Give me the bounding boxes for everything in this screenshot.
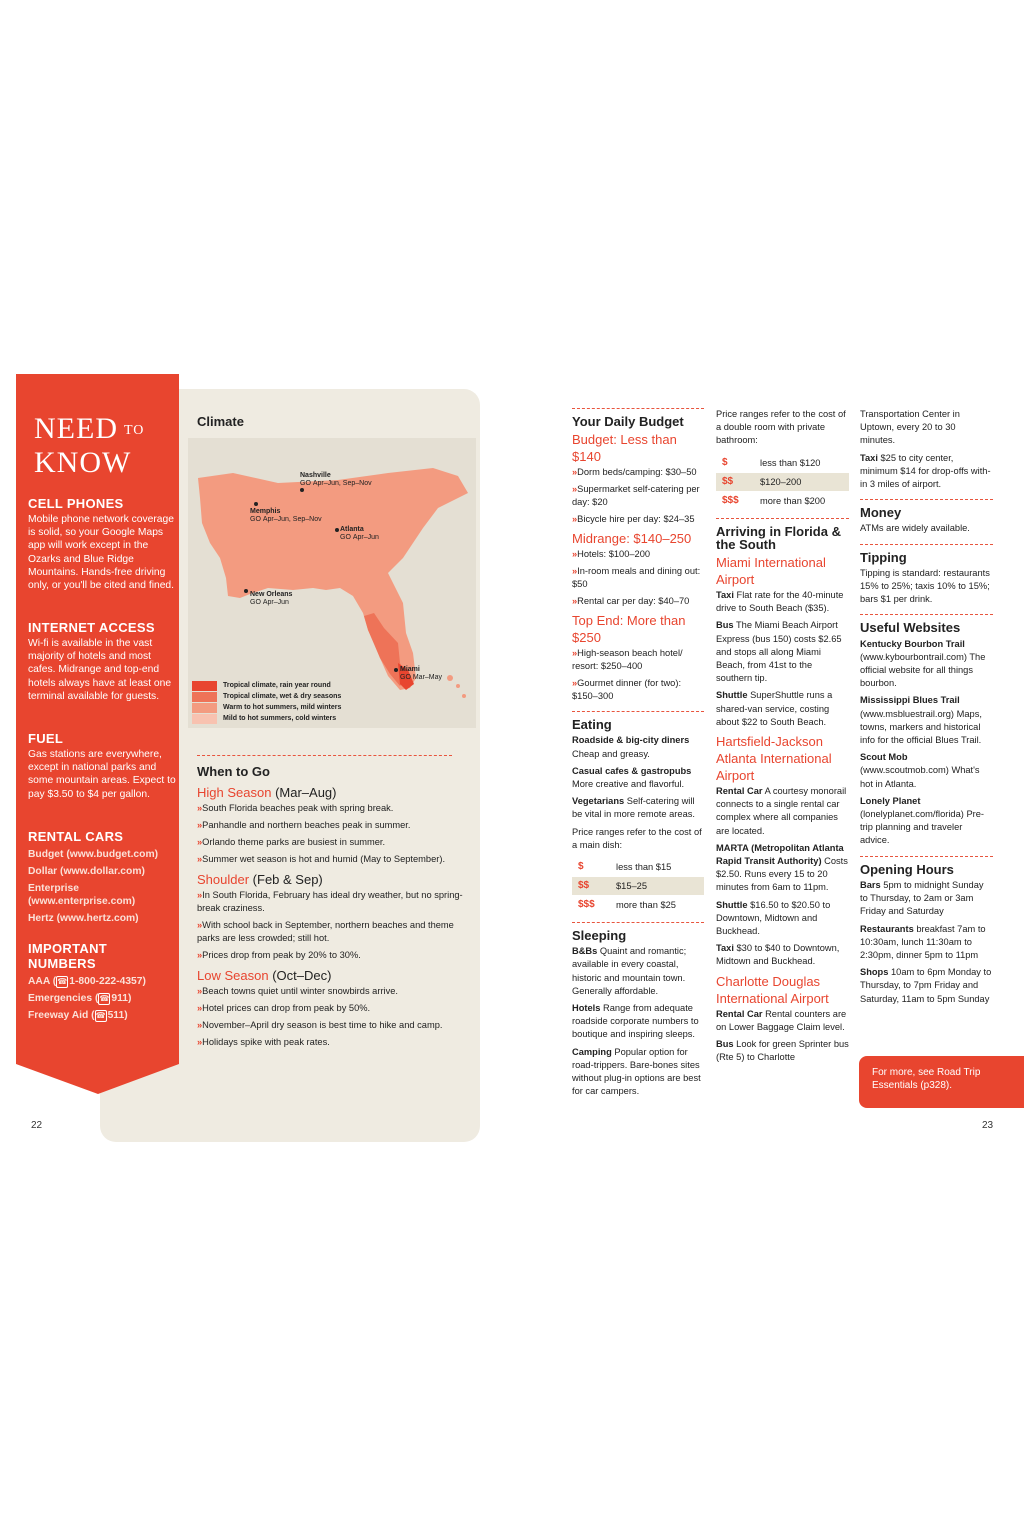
phone-icon: ☎	[99, 994, 110, 1003]
price-row: $$ $120–200	[716, 473, 849, 491]
need-to-know-title: NEED $^{TO}$ KNOW	[34, 412, 145, 479]
eating-heading: Eating	[572, 717, 612, 733]
rental-enterprise: Enterprise (www.enterprise.com)	[28, 883, 136, 907]
page-number-left: 22	[31, 1120, 43, 1131]
cell-phones-heading: CELL PHONES	[28, 496, 124, 511]
charlotte-airport-heading: Charlotte Douglas International Airport	[716, 973, 829, 1006]
divider	[572, 922, 704, 923]
rental-hertz: Hertz (www.hertz.com)	[28, 913, 139, 924]
important-numbers-heading: IMPORTANT NUMBERS	[28, 941, 108, 971]
legend-swatch	[192, 681, 217, 691]
sleeping-price-table	[716, 454, 849, 510]
high-season-bullet: » Summer wet season is hot and humid (May to September).	[197, 853, 467, 866]
shoulder-bullet: » With school back in September, northern beaches and theme parks are less crowded; still hot.	[197, 919, 467, 945]
transport-item: Taxi $25 to city center, minimum $14 for drop-offs with-in 3 miles of airport.	[860, 452, 991, 490]
cell-phones-section	[28, 496, 176, 592]
freeway-aid-number: Freeway Aid (☎ 511)	[28, 1010, 128, 1021]
transport-item: Taxi Flat rate for the 40-minute drive to South Beach ($35).	[716, 590, 844, 614]
eating-item: Vegetarians Self-catering will be vital in more remote areas.	[572, 796, 695, 820]
website-item: Mississippi Blues Trail (www.msbluestrail.org) Maps, towns, markers and historical info for the official Blues Trail.	[860, 695, 982, 746]
transport-item: Shuttle $16.50 to $20.50 to Downtown, Midtown and Buckhead.	[716, 899, 831, 937]
transport-item: Bus The Miami Beach Airport Express (bus 150) costs $2.65 and stops all along Miami Beach, from 41st to the southern tip.	[716, 620, 842, 684]
high-season-bullet: » South Florida beaches peak with spring break.	[197, 802, 467, 815]
hours-item: Shops 10am to 6pm Monday to Thursday, to 7pm Friday and Saturday, 11am to 5pm Sunday	[860, 967, 992, 1004]
internet-heading: INTERNET ACCESS	[28, 620, 155, 635]
legend-item: Tropical climate, rain year round	[192, 680, 341, 691]
shoulder-season-heading: Shoulder (Feb & Sep)	[197, 872, 323, 887]
legend-swatch	[192, 714, 217, 724]
price-row: $$$ more than $25	[578, 899, 676, 911]
budget-top-heading: Top End: More than $250	[572, 613, 686, 646]
transport-item: Shuttle SuperShuttle runs a shared-van service, costing about $22 to South Beach.	[716, 690, 833, 727]
column-arriving	[716, 408, 849, 1069]
money-text: ATMs are widely available.	[860, 523, 970, 534]
hours-item: Bars 5pm to midnight Sunday to Thursday, to 2am or 3am Friday and Saturday	[860, 879, 984, 917]
fuel-heading: FUEL	[28, 731, 64, 746]
budget-item: » Supermarket self-catering per day: $20	[572, 483, 704, 509]
legend-item: Warm to hot summers, mild winters	[192, 702, 341, 713]
shoulder-bullet: » In South Florida, February has ideal dry weather, but no spring-break craziness.	[197, 889, 467, 915]
column-budget-eating-sleeping	[572, 408, 704, 1102]
low-season-bullet: » Hotel prices can drop from peak by 50%.	[197, 1002, 467, 1015]
emergencies-number: Emergencies (☎ 911)	[28, 993, 132, 1004]
phone-icon: ☎	[57, 977, 68, 986]
rental-cars-section	[28, 829, 176, 927]
budget-item: » Rental car per day: $40–70	[572, 595, 704, 608]
budget-item: » Gourmet dinner (for two): $150–300	[572, 677, 704, 703]
high-season-bullet: » Orlando theme parks are busiest in summer.	[197, 836, 467, 849]
divider	[860, 499, 993, 500]
transport-item: Taxi $30 to $40 to Downtown, Midtown and Buckhead.	[716, 943, 840, 967]
divider	[860, 856, 993, 857]
more-info-callout: For more, see Road Trip Essentials (p328).	[859, 1056, 1024, 1108]
fuel-section	[28, 731, 176, 801]
budget-heading: Your Daily Budget	[572, 414, 684, 429]
need-to-know-sidebar	[16, 374, 179, 1094]
internet-text: Wi-fi is available in the vast majority of hotels and most cafes. Midrange and top-end hotels always have at least one terminal available for guests.	[28, 638, 172, 702]
legend-swatch	[192, 692, 217, 702]
miami-airport-heading: Miami International Airport	[716, 555, 826, 588]
budget-item: » Bicycle hire per day: $24–35	[572, 513, 704, 526]
low-season-heading: Low Season (Oct–Dec)	[197, 968, 332, 983]
low-season-bullet: » November–April dry season is best time to hike and camp.	[197, 1019, 467, 1032]
tipping-text: Tipping is standard: restaurants 15% to 25%; taxis 10% to 15%; bars $1 per drink.	[860, 567, 990, 605]
money-heading: Money	[860, 505, 902, 521]
rental-dollar: Dollar (www.dollar.com)	[28, 866, 145, 877]
aaa-number: AAA (☎ 1-800-222-4357)	[28, 976, 146, 987]
divider	[860, 544, 993, 545]
transport-item: Bus Look for green Sprinter bus (Rte 5) to Charlotte	[716, 1039, 849, 1063]
price-row: $ less than $120	[722, 457, 821, 468]
cell-phones-text: Mobile phone network coverage is solid, so your Google Maps app will work except in the Ozarks and Blue Ridge Mountains. Hands-free driving only, or you'll be cited and fined.	[28, 514, 175, 592]
eating-price-note: Price ranges refer to the cost of a main dish:	[572, 826, 702, 850]
climate-title: Climate	[197, 414, 244, 429]
map-label-atlanta: Atlanta GO Apr–Jun	[340, 526, 379, 541]
divider	[572, 408, 704, 409]
price-row: $$ $15–25	[572, 877, 704, 895]
sleeping-price-note: Price ranges refer to the cost of a double room with private bathroom:	[716, 409, 846, 446]
rental-cars-heading: RENTAL CARS	[28, 829, 124, 844]
map-label-nashville: Nashville GO Apr–Jun, Sep–Nov	[300, 472, 372, 487]
divider	[716, 518, 849, 519]
atlanta-airport-heading: Hartsfield-Jackson Atlanta International Airport	[716, 734, 832, 784]
legend-swatch	[192, 703, 217, 713]
transport-item: MARTA (Metropolitan Atlanta Rapid Transit Authority) Costs $2.50. Runs every 15 to 20 minutes from 6am to 11pm.	[716, 842, 848, 893]
price-row: $ less than $15	[578, 861, 672, 873]
website-item: Scout Mob (www.scoutmob.com) What's hot in Atlanta.	[860, 752, 980, 789]
budget-low-heading: Budget: Less than $140	[572, 432, 677, 465]
eating-item: Casual cafes & gastropubs More creative and flavorful.	[572, 765, 692, 790]
rental-budget: Budget (www.budget.com)	[28, 849, 159, 860]
transport-item: Rental Car A courtesy monorail connects to a single rental car complex where all companies are located.	[716, 786, 847, 836]
legend-item: Tropical climate, wet & dry seasons	[192, 691, 341, 702]
low-season-bullet: » Holidays spike with peak rates.	[197, 1036, 467, 1049]
internet-section	[28, 620, 176, 703]
divider	[860, 614, 993, 615]
map-label-memphis: Memphis GO Apr–Jun, Sep–Nov	[250, 508, 322, 523]
fuel-text: Gas stations are everywhere, except in national parks and some mountain areas. Expect to pay $3.50 to $4 per gallon.	[28, 749, 176, 800]
divider	[572, 711, 704, 712]
budget-item: » High-season beach hotel/ resort: $250–400	[572, 647, 704, 673]
phone-icon: ☎	[95, 1011, 106, 1020]
sleeping-item: Camping Popular option for road-trippers. Bare-bones sites without plug-in options are best for car campers.	[572, 1046, 701, 1097]
legend-item: Mild to hot summers, cold winters	[192, 713, 341, 724]
page-number-right: 23	[982, 1120, 994, 1131]
divider	[197, 755, 452, 756]
map-label-miami: Miami GO Mar–May	[400, 666, 443, 681]
low-season-bullet: » Beach towns quiet until winter snowbirds arrive.	[197, 985, 467, 998]
budget-mid-heading: Midrange: $140–250	[572, 531, 692, 547]
websites-heading: Useful Websites	[860, 620, 961, 636]
website-item: Lonely Planet (lonelyplanet.com/florida) Pre-trip planning and traveler advice.	[860, 795, 985, 846]
transport-continued: Transportation Center in Uptown, every 20 to 30 minutes.	[860, 409, 960, 446]
shoulder-bullet: » Prices drop from peak by 20% to 30%.	[197, 949, 467, 962]
important-numbers-section	[28, 941, 176, 1024]
hours-item: Restaurants breakfast 7am to 10:30am, lunch 11:30am to 2:30pm, dinner 5pm to 11pm	[860, 923, 986, 960]
map-label-new-orleans: New Orleans GO Apr–Jun	[250, 591, 293, 606]
when-to-go-section	[197, 764, 467, 1053]
climate-legend	[192, 680, 341, 724]
budget-item: » In-room meals and dining out: $50	[572, 565, 704, 591]
budget-item: » Dorm beds/camping: $30–50	[572, 466, 704, 479]
budget-item: » Hotels: $100–200	[572, 548, 704, 561]
high-season-heading: High Season (Mar–Aug)	[197, 785, 337, 800]
opening-hours-heading: Opening Hours	[860, 861, 954, 877]
price-row: $$$ more than $200	[722, 495, 826, 506]
eating-price-table	[572, 858, 704, 914]
sleeping-item: B&Bs Quaint and romantic; available in every coastal, historic and mountain town. Generally affordable.	[572, 946, 687, 996]
arriving-heading: Arriving in Florida & the South	[716, 523, 841, 552]
sleeping-heading: Sleeping	[572, 928, 627, 944]
transport-item: Rental Car Rental counters are on Lower Baggage Claim level.	[716, 1008, 847, 1032]
tipping-heading: Tipping	[860, 549, 907, 565]
when-to-go-heading: When to Go	[197, 764, 270, 779]
sleeping-item: Hotels Range from adequate roadside corporate numbers to boutique and inspiring sleeps.	[572, 1003, 699, 1040]
column-money-tipping	[860, 408, 993, 1010]
high-season-bullet: » Panhandle and northern beaches peak in summer.	[197, 819, 467, 832]
website-item: Kentucky Bourbon Trail (www.kybourbontrail.com) The official website for all things bourbon.	[860, 638, 986, 689]
eating-item: Roadside & big-city diners Cheap and greasy.	[572, 735, 690, 759]
